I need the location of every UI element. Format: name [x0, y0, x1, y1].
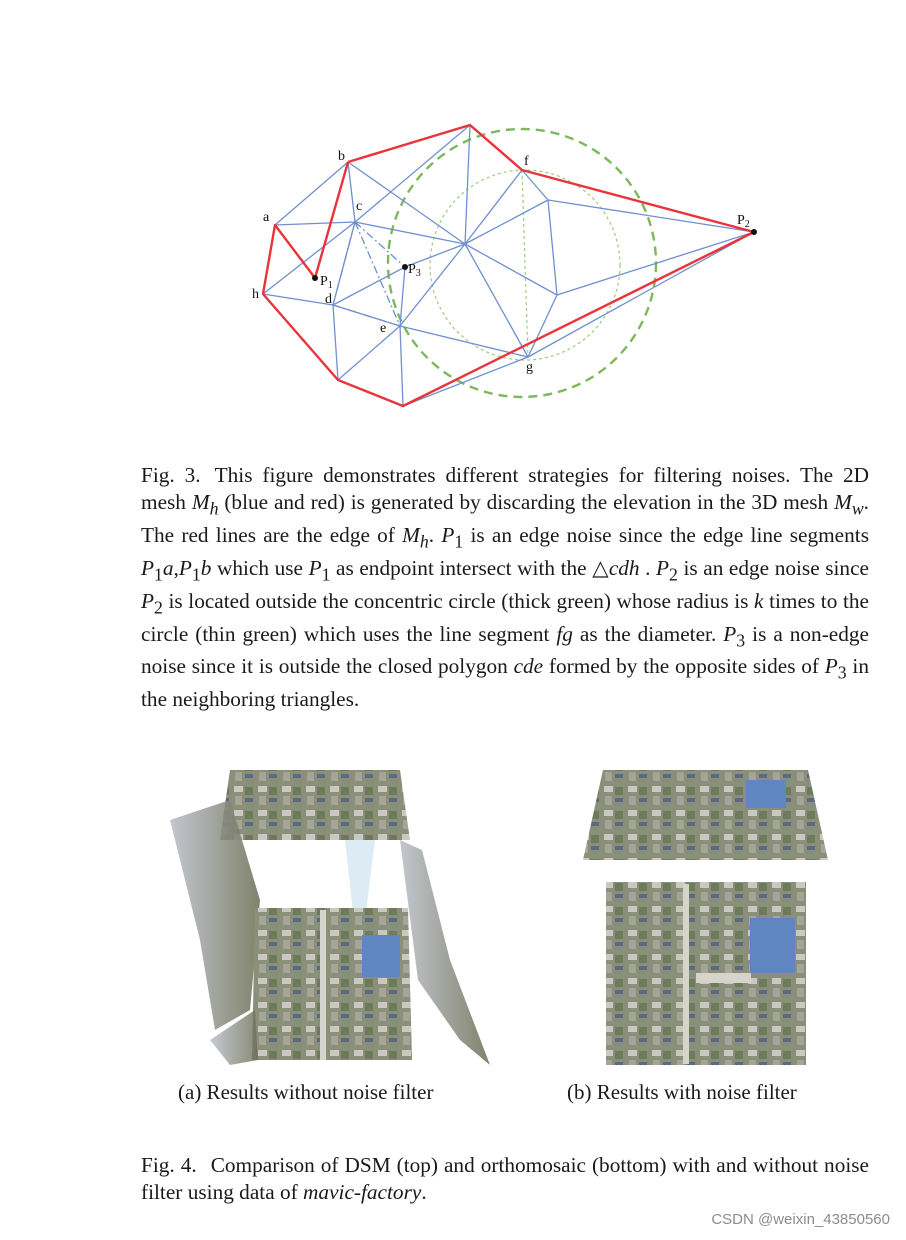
- subcaption-a: (a) Results without noise filter: [178, 1080, 434, 1104]
- ortho-road-without: [320, 910, 326, 1060]
- watermark: CSDN @weixin_43850560: [711, 1211, 890, 1228]
- dashdot-polygon: [333, 222, 405, 326]
- dsm-spikes-right: [400, 840, 490, 1065]
- figure3-caption: Fig. 3. This figure demonstrates different strategies for filtering noises. The 2D mesh $M_h$ (blue and red) is generated by discarding the elevation in the 3D mesh $M_w$. The red lines are the edge of $M_h$. $P_1$ is an edge noise since the edge line segments $P_1a,P_1b$ which use $P_1$ as endpoint intersect with the △cdh . $P_2$ is an edge noise since $P_2$ is located outside the concentric circle (thick green) whose radius is k times to the circle (thin green) which uses the line segment fg as the diameter. $P_3$ is a non-edge noise since it is outside the closed polygon cde formed by the opposite sides of $P_3$ in the neighboring triangles.: [141, 463, 870, 712]
- label-c: c: [356, 199, 363, 214]
- label-g: g: [526, 360, 533, 375]
- label-a: a: [263, 210, 270, 225]
- label-p3: $P_3$: [408, 262, 421, 279]
- label-e: e: [380, 321, 387, 336]
- ortho-bottom-without: [252, 908, 412, 1060]
- label-h: h: [252, 287, 259, 302]
- label-f: f: [524, 154, 529, 169]
- label-p2: $P_2$: [737, 213, 750, 230]
- label-d: d: [325, 292, 332, 307]
- dsm-roof-blue-with: [746, 780, 786, 808]
- label-p1: $P_1$: [320, 274, 333, 291]
- ortho-roof-blue-with: [750, 918, 795, 973]
- label-b: b: [338, 149, 345, 164]
- panel-with-filter: [578, 760, 838, 1070]
- thin-green-circle: [430, 170, 620, 360]
- point-p1: [312, 275, 318, 281]
- ortho-yard-with: [696, 973, 751, 983]
- subcaption-b: (b) Results with noise filter: [567, 1080, 797, 1104]
- ortho-roof-blue-without: [362, 935, 400, 977]
- fg-diameter: [522, 170, 528, 357]
- blue-mesh: [263, 125, 754, 406]
- dsm-top-without: [220, 770, 410, 840]
- panel-without-filter: [160, 760, 500, 1070]
- mesh-figure: [240, 110, 780, 420]
- ortho-road-with: [683, 884, 689, 1064]
- point-p2: [751, 229, 757, 235]
- dsm-top-with: [583, 770, 828, 860]
- figure4-caption: Fig. 4. Comparison of DSM (top) and orthomosaic (bottom) with and without noise filter using data of mavic-factory.: [141, 1153, 870, 1204]
